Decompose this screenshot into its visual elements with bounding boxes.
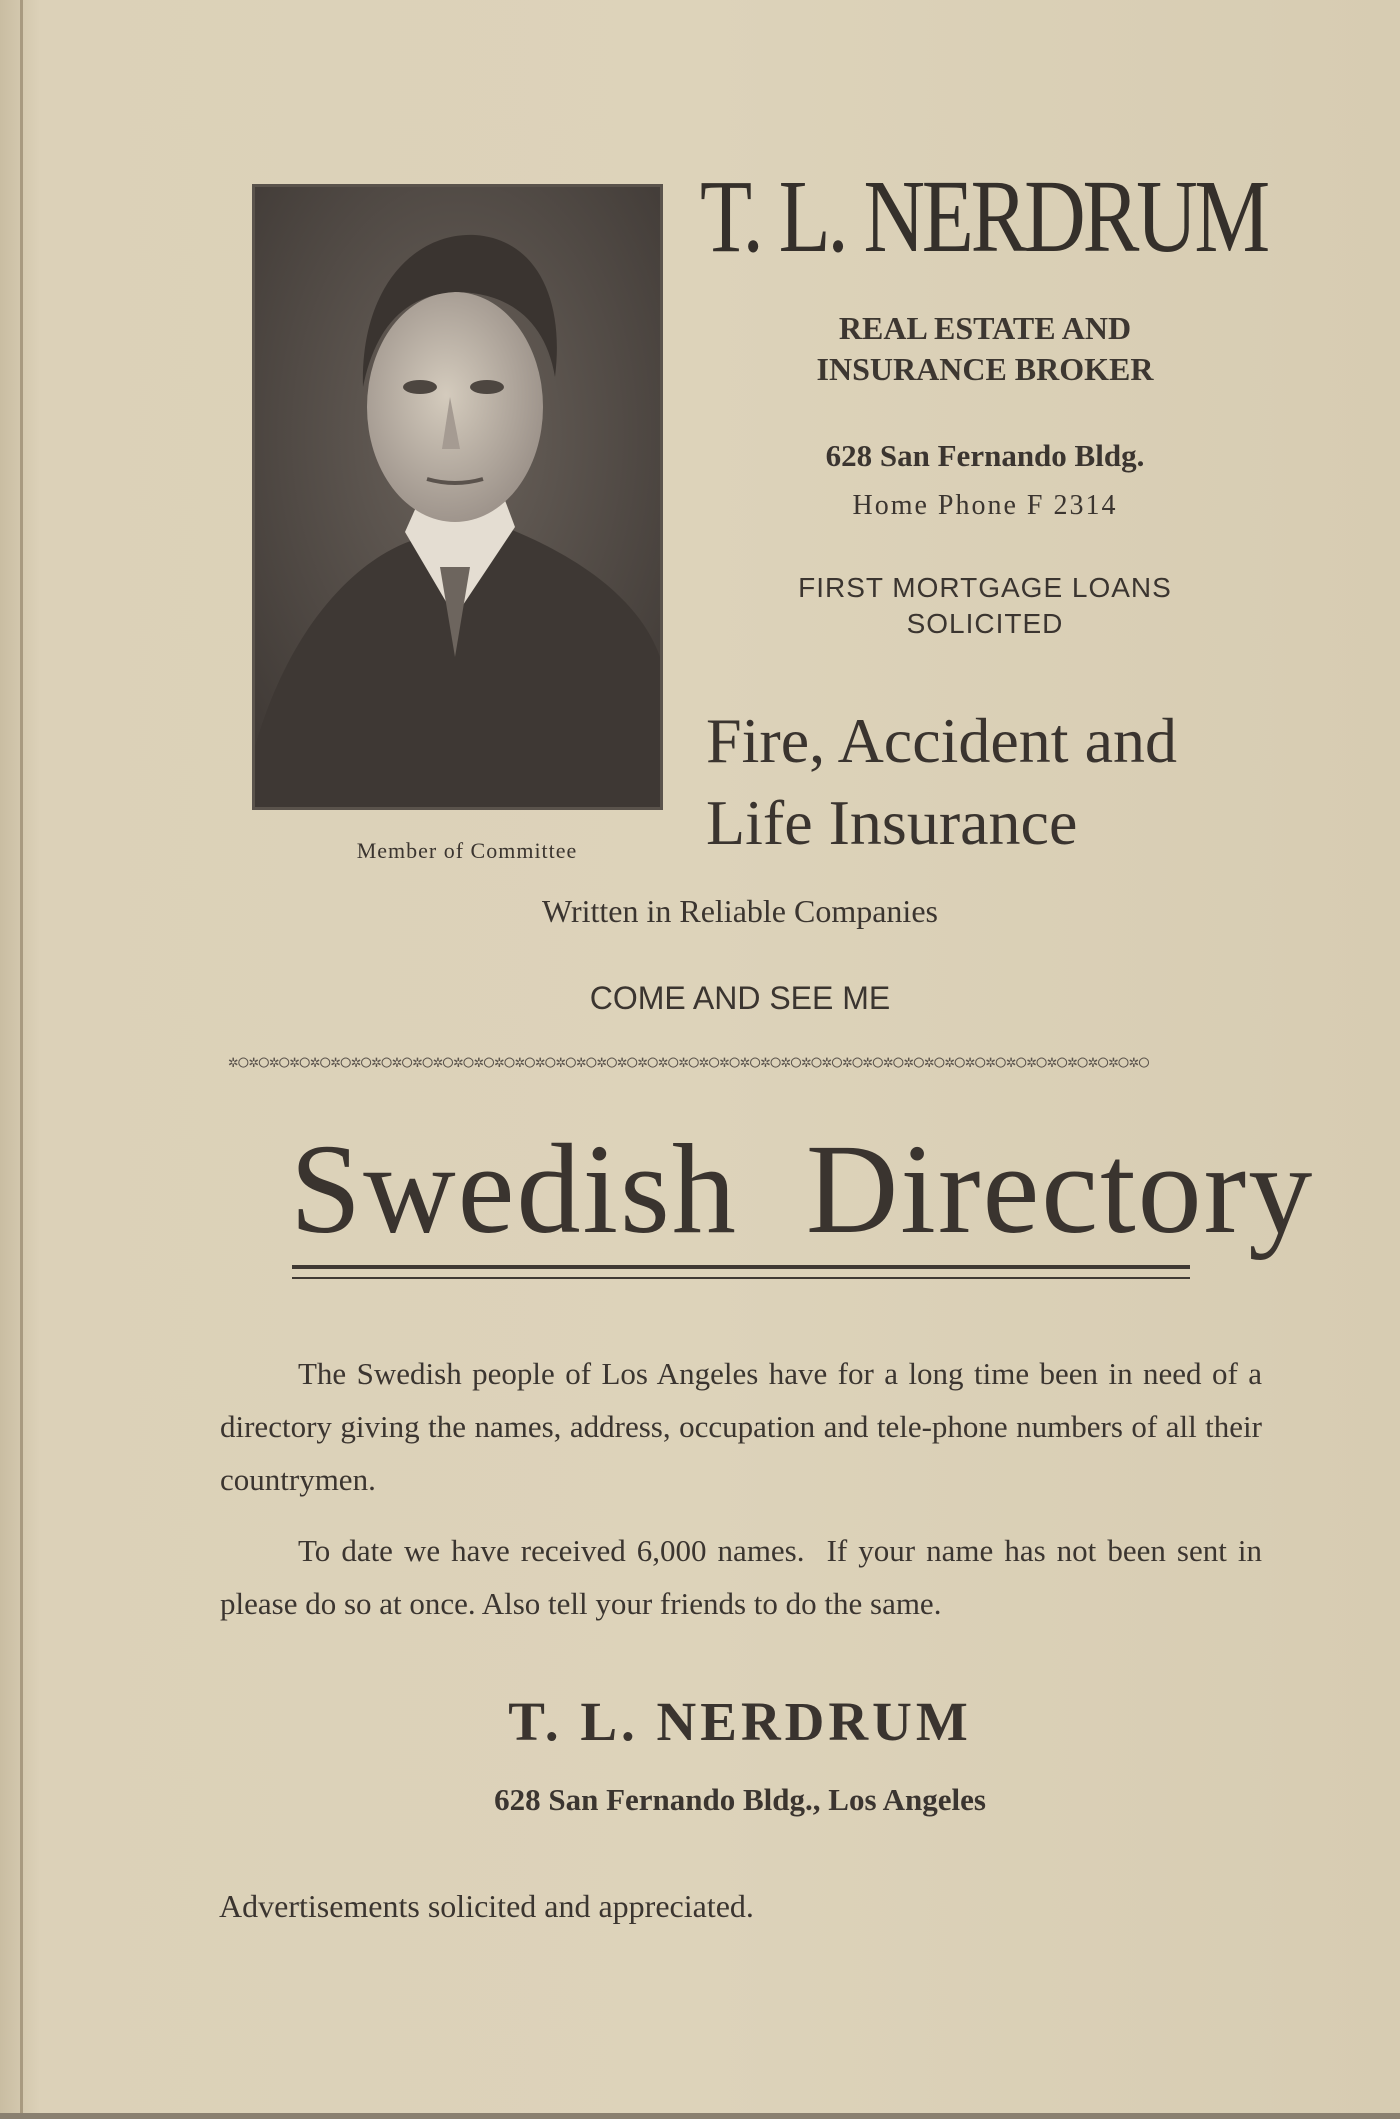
status-paragraph: To date we have received 6,000 names. If your name has not been sent in please do so at once. Also tell your friends to do the same.: [220, 1533, 1270, 1621]
signature-name: T. L. NERDRUM: [508, 1691, 972, 1752]
page-spine: [20, 0, 23, 2119]
portrait-photo: [252, 184, 663, 810]
mortgage-line1: FIRST MORTGAGE LOANS: [798, 572, 1172, 603]
insurance-heading: [706, 700, 1306, 864]
footer-note: Advertisements solicited and appreciated.: [219, 1888, 754, 1924]
insurance-line1: Fire, Accident and: [706, 705, 1177, 776]
broker-title: [700, 308, 1270, 390]
page-bottom-edge: [0, 2113, 1400, 2119]
broker-title-line2: INSURANCE BROKER: [816, 351, 1154, 387]
reliable-companies-text: Written in Reliable Companies: [542, 893, 938, 929]
portrait-illustration: [255, 187, 660, 807]
office-address: 628 San Fernando Bldg.: [825, 438, 1145, 473]
title-underline-thick: [292, 1265, 1190, 1269]
phone-number: Home Phone F 2314: [852, 490, 1118, 521]
directory-title: Swedish Directory: [290, 1118, 1315, 1260]
mortgage-notice: [700, 570, 1270, 642]
ornamental-divider: ✲○✲○✲○✲○✲○✲○✲○✲○✲○✲○✲○✲○✲○✲○✲○✲○✲○✲○✲○✲○✲○✲○✲○✲○✲○✲○✲○✲○✲○✲○✲○✲○✲○✲○✲○✲○✲○✲○✲○✲○✲○✲○✲○✲○✲○: [228, 1052, 1150, 1072]
signature-address: 628 San Fernando Bldg., Los Angeles: [494, 1782, 986, 1817]
intro-paragraph: The Swedish people of Los Angeles have for a long time been in need of a directory giving the names, address, occupation and tele-phone numbers of all their countrymen.: [220, 1356, 1262, 1497]
insurance-line2: Life Insurance: [706, 787, 1078, 858]
mortgage-line2: SOLICITED: [906, 608, 1064, 639]
photo-caption: Member of Committee: [356, 838, 578, 863]
call-to-action: COME AND SEE ME: [589, 980, 891, 1016]
advertiser-name: T. L. NERDRUM: [700, 159, 1267, 274]
broker-title-line1: REAL ESTATE AND: [838, 310, 1132, 346]
title-underline-thin: [292, 1277, 1190, 1279]
